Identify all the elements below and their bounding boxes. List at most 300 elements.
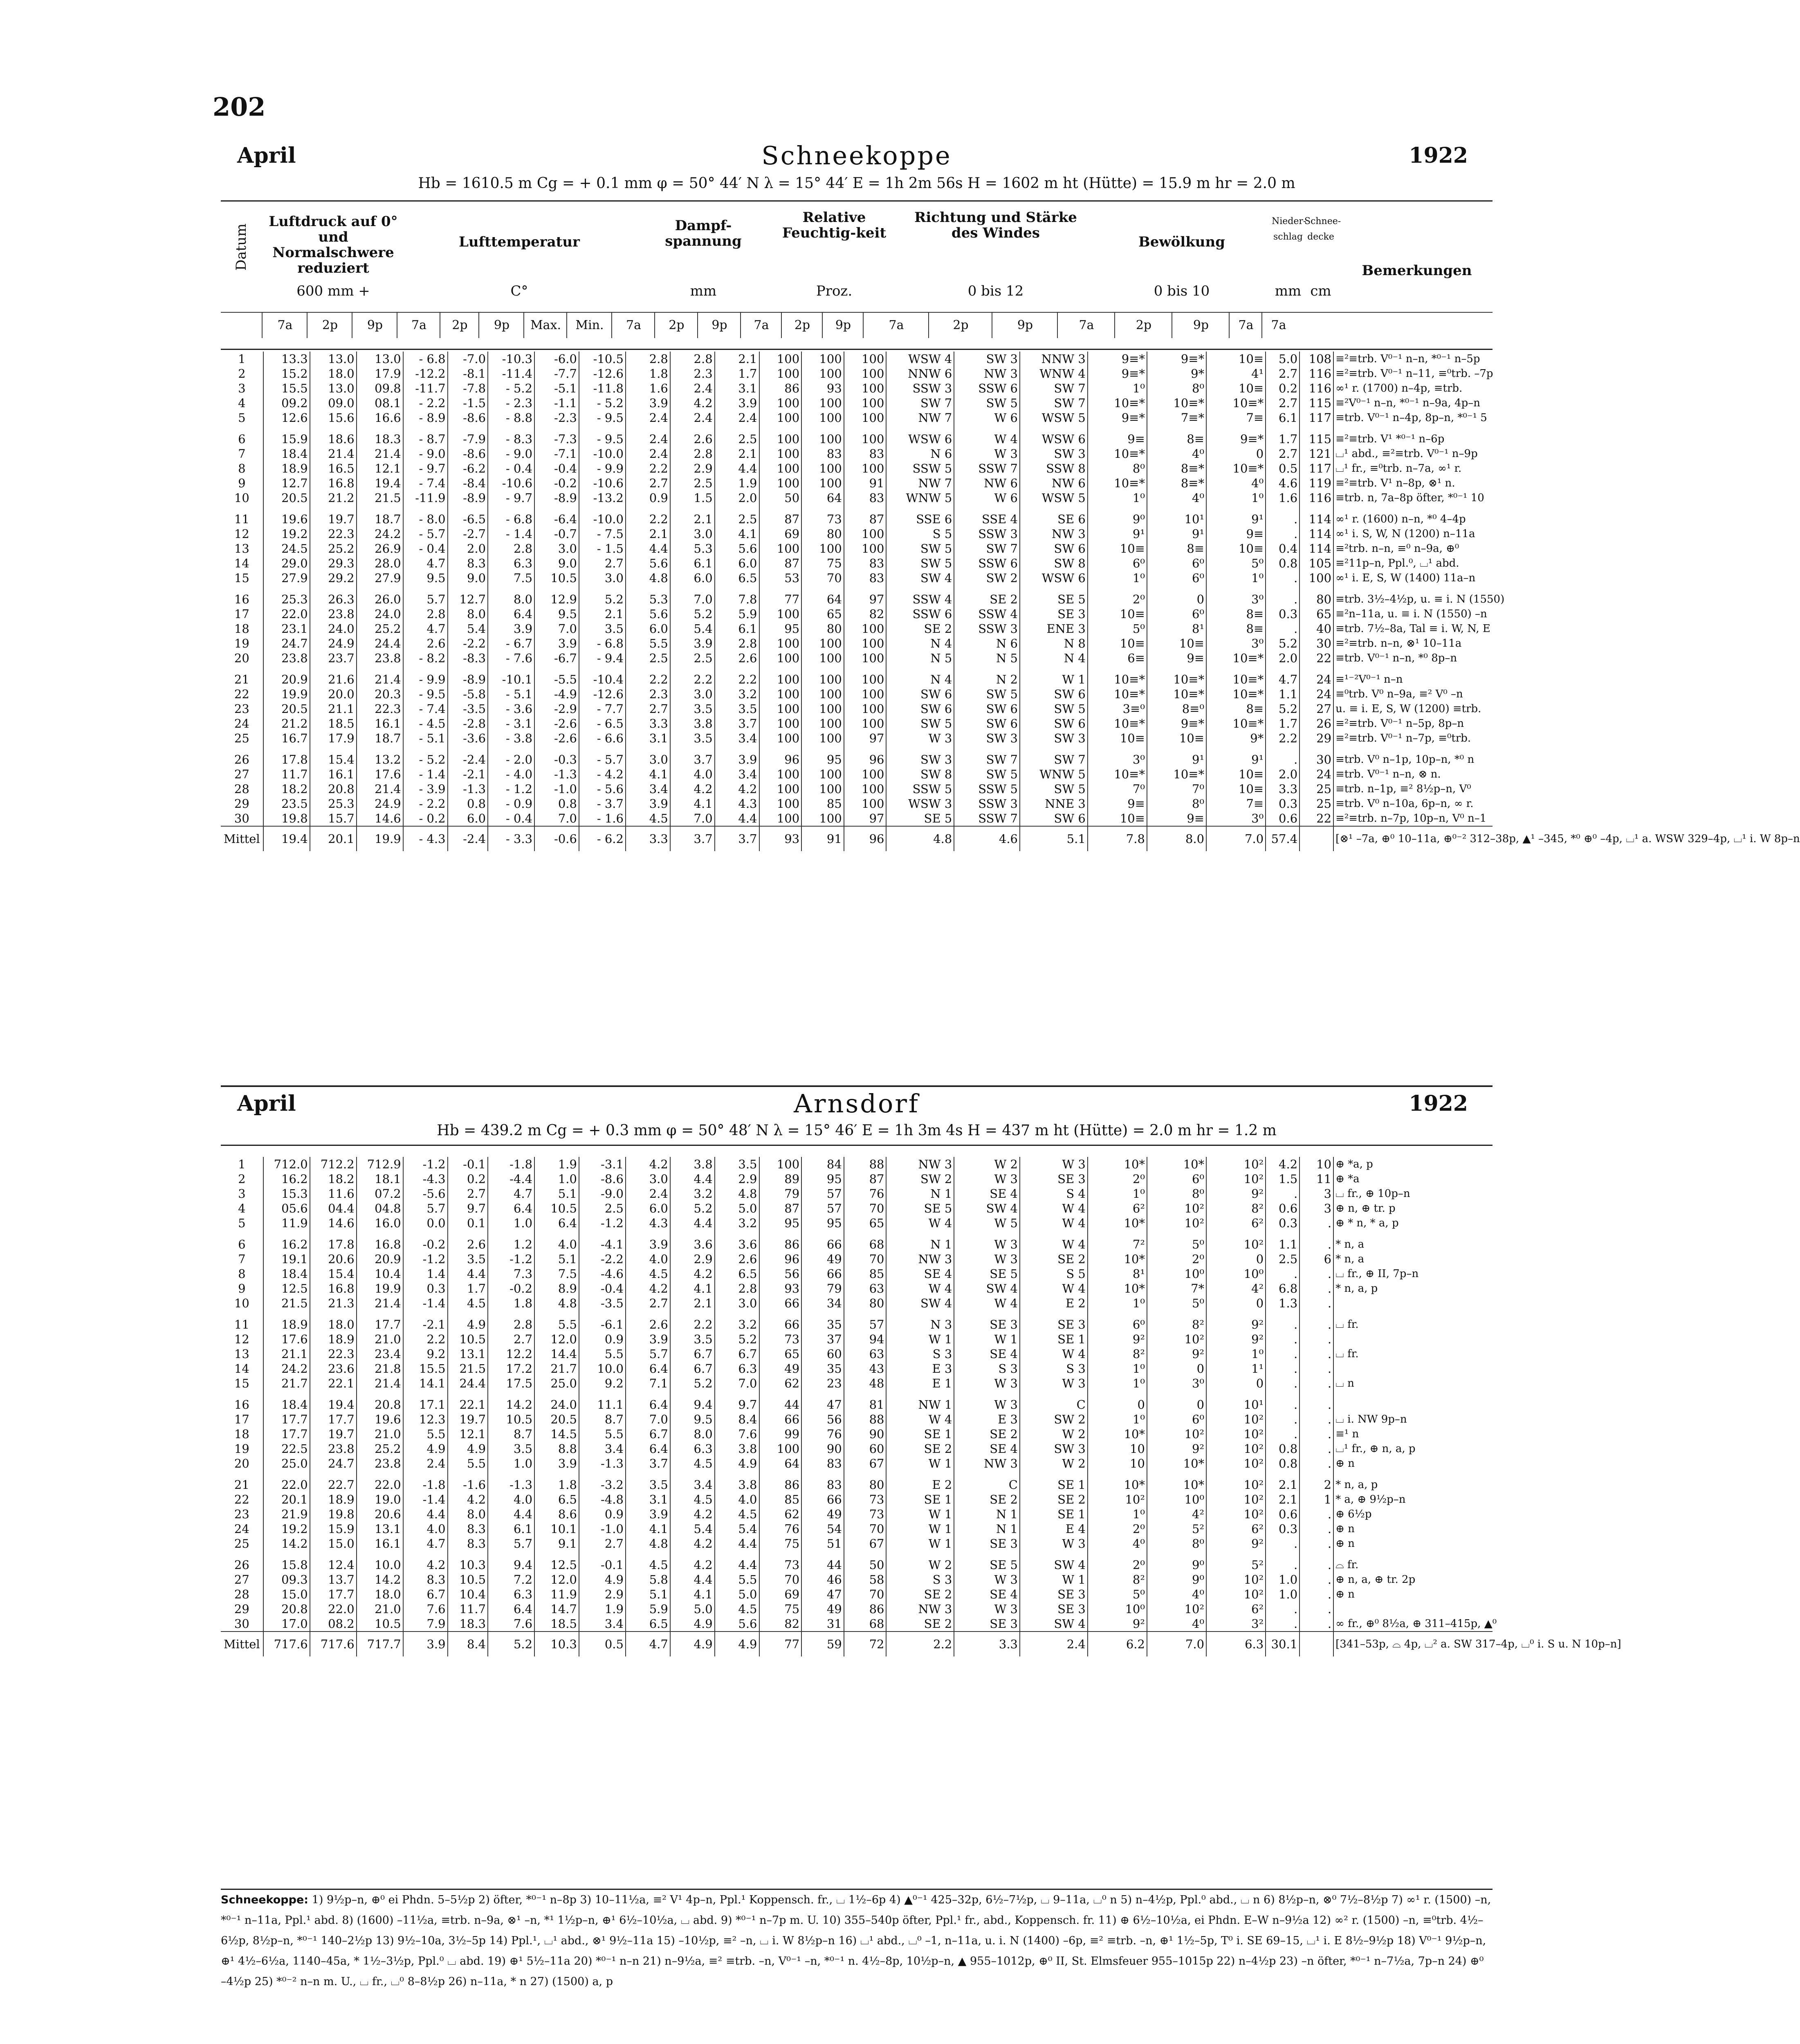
data-cell: C bbox=[1020, 1397, 1088, 1412]
data-cell: SE 3 bbox=[1020, 1587, 1088, 1602]
data-cell: 11 bbox=[1300, 1172, 1333, 1186]
data-cell: 14.2 bbox=[263, 1536, 310, 1551]
data-cell: N 4 bbox=[886, 672, 954, 687]
header-lufttemp: Lufttemperatur bbox=[459, 234, 580, 250]
data-cell: 26.9 bbox=[357, 541, 403, 556]
data-cell: 0 bbox=[1206, 1296, 1266, 1311]
data-cell: SW 5 bbox=[954, 767, 1020, 782]
data-cell: 24 bbox=[1300, 767, 1333, 782]
page-number: 202 bbox=[213, 92, 266, 122]
data-cell: 7.0 bbox=[670, 592, 715, 607]
subheader-cell: 9p bbox=[478, 313, 524, 338]
data-cell: 5.0 bbox=[1266, 352, 1300, 366]
data-cell: SE 3 bbox=[1020, 1602, 1088, 1616]
data-cell: SW 5 bbox=[1020, 702, 1088, 716]
data-cell: 84 bbox=[801, 1157, 844, 1172]
data-cell: E 4 bbox=[1020, 1522, 1088, 1536]
data-cell: 22.1 bbox=[310, 1376, 357, 1391]
data-cell: 6.4 bbox=[626, 1361, 670, 1376]
data-cell: NW 3 bbox=[954, 366, 1020, 381]
data-cell: 90 bbox=[801, 1441, 844, 1456]
data-cell: 5.4 bbox=[448, 621, 488, 636]
data-cell: 8.7 bbox=[579, 1412, 626, 1427]
data-cell: W 1 bbox=[1020, 1572, 1088, 1587]
data-cell: 83 bbox=[844, 491, 887, 505]
data-cell: 10.5 bbox=[534, 571, 579, 585]
data-cell: NW 3 bbox=[886, 1252, 954, 1266]
day-cell: 7 bbox=[238, 1252, 246, 1266]
data-cell: 68 bbox=[844, 1616, 887, 1632]
data-cell: 100 bbox=[759, 716, 802, 731]
data-cell: 3.4 bbox=[715, 767, 759, 782]
data-cell: 1⁰ bbox=[1088, 491, 1147, 505]
table-row bbox=[221, 1201, 1493, 1216]
data-cell: 0 bbox=[1206, 446, 1266, 461]
data-cell: 100 bbox=[844, 782, 887, 796]
data-cell: 0 bbox=[1206, 1376, 1266, 1391]
data-cell: 22.0 bbox=[263, 1477, 310, 1492]
data-cell: 3.5 bbox=[579, 621, 626, 636]
data-cell: S 4 bbox=[1020, 1186, 1088, 1201]
footnotes bbox=[221, 1889, 1493, 1992]
data-cell: 6.0 bbox=[626, 621, 670, 636]
data-cell: 08.2 bbox=[310, 1616, 357, 1632]
data-cell: -8.9 bbox=[448, 491, 488, 505]
data-cell: -4.1 bbox=[579, 1237, 626, 1252]
data-cell: 1.7 bbox=[1266, 716, 1300, 731]
mean-cell: 3.7 bbox=[670, 826, 715, 851]
data-cell: 5.6 bbox=[715, 541, 759, 556]
data-cell: 9≡* bbox=[1088, 366, 1147, 381]
data-cell: SW 3 bbox=[954, 731, 1020, 746]
remarks-cell: ∞ fr., ⊕⁰ 8½a, ⊕ 311–415p, ▲⁰ bbox=[1333, 1616, 1493, 1632]
remarks-cell: ⌴¹ fr., ≡⁰trb. n–7a, ∞¹ r. bbox=[1333, 461, 1493, 476]
data-cell: - 8.2 bbox=[403, 651, 448, 666]
data-cell: -8.1 bbox=[448, 366, 488, 381]
data-cell: 6² bbox=[1206, 1522, 1266, 1536]
data-cell: WNW 4 bbox=[1020, 366, 1088, 381]
data-cell: 1.0 bbox=[488, 1216, 534, 1230]
data-cell: 4.9 bbox=[403, 1441, 448, 1456]
data-cell: 4.7 bbox=[403, 621, 448, 636]
data-cell: 2.5 bbox=[715, 512, 759, 527]
data-cell: SW 6 bbox=[886, 687, 954, 702]
arnsdorf-station: Arnsdorf bbox=[794, 1089, 920, 1118]
data-cell: 2.2 bbox=[403, 1332, 448, 1347]
remarks-cell: ⊕ * n, * a, p bbox=[1333, 1216, 1493, 1230]
data-cell: -4.3 bbox=[403, 1172, 448, 1186]
data-cell: - 4.2 bbox=[579, 767, 626, 782]
data-cell: 5.7 bbox=[403, 592, 448, 607]
data-cell: 100 bbox=[801, 366, 844, 381]
data-cell: 5.7 bbox=[488, 1536, 534, 1551]
day-cell: 3 bbox=[238, 1187, 246, 1201]
data-cell: 10² bbox=[1206, 1587, 1266, 1602]
data-cell: 2.2 bbox=[626, 461, 670, 476]
data-cell: -1.3 bbox=[534, 767, 579, 782]
data-cell: 6.1 bbox=[1266, 410, 1300, 425]
data-cell: 67 bbox=[844, 1456, 887, 1471]
data-cell: NW 7 bbox=[886, 476, 954, 491]
data-cell: 0.8 bbox=[1266, 1441, 1300, 1456]
data-cell: 17.9 bbox=[310, 731, 357, 746]
data-cell: 4.4 bbox=[715, 1558, 759, 1572]
data-cell: 12.1 bbox=[357, 461, 403, 476]
data-cell: 4.4 bbox=[715, 811, 759, 826]
data-cell: 69 bbox=[759, 527, 802, 541]
data-cell: 76 bbox=[801, 1427, 844, 1441]
data-cell: 10² bbox=[1206, 1507, 1266, 1522]
data-cell: 115 bbox=[1300, 432, 1333, 446]
data-cell: 93 bbox=[759, 1281, 802, 1296]
data-cell: SW 6 bbox=[1020, 541, 1088, 556]
data-cell: 2.2 bbox=[670, 1317, 715, 1332]
data-cell: W 4 bbox=[954, 432, 1020, 446]
mean-cell: 7.8 bbox=[1088, 826, 1147, 851]
data-cell: SW 6 bbox=[954, 716, 1020, 731]
data-cell: 2⁰ bbox=[1088, 592, 1147, 607]
data-cell: 30 bbox=[1300, 636, 1333, 651]
data-cell: 100 bbox=[844, 352, 887, 366]
data-cell: 75 bbox=[759, 1602, 802, 1616]
data-cell: 56 bbox=[759, 1266, 802, 1281]
data-cell: -1.1 bbox=[534, 396, 579, 410]
data-cell: -6.1 bbox=[579, 1317, 626, 1332]
data-cell: 6.7 bbox=[670, 1361, 715, 1376]
data-cell: 100 bbox=[801, 636, 844, 651]
data-cell: 1.7 bbox=[448, 1281, 488, 1296]
group-gap bbox=[221, 505, 1493, 512]
data-cell: 3.2 bbox=[715, 687, 759, 702]
data-cell: 21.5 bbox=[448, 1361, 488, 1376]
data-cell: SE 5 bbox=[886, 811, 954, 826]
data-cell: 23.5 bbox=[263, 796, 310, 811]
data-cell: 15.0 bbox=[263, 1587, 310, 1602]
data-cell: 5.6 bbox=[626, 556, 670, 571]
data-cell: 4.0 bbox=[670, 767, 715, 782]
data-cell: S 5 bbox=[1020, 1266, 1088, 1281]
arnsdorf-table bbox=[221, 1157, 1621, 1656]
mean-row bbox=[221, 1632, 1493, 1656]
data-cell: SW 7 bbox=[954, 752, 1020, 767]
data-cell: 27 bbox=[1300, 702, 1333, 716]
data-cell: 5.4 bbox=[670, 621, 715, 636]
day-cell: 11 bbox=[234, 512, 249, 526]
data-cell: N 5 bbox=[886, 651, 954, 666]
remarks-cell: ⌴¹ abd., ≡²≡trb. V⁰⁻¹ n–9p bbox=[1333, 446, 1493, 461]
data-cell: 10² bbox=[1206, 1172, 1266, 1186]
data-cell: SSW 5 bbox=[886, 782, 954, 796]
data-cell: 5⁰ bbox=[1147, 1296, 1206, 1311]
data-cell: 8≡ bbox=[1147, 432, 1206, 446]
table-row bbox=[221, 1602, 1493, 1616]
mean-cell: -2.4 bbox=[448, 826, 488, 851]
data-cell: . bbox=[1266, 1558, 1300, 1572]
data-cell: -4.9 bbox=[534, 687, 579, 702]
data-cell: 100 bbox=[801, 716, 844, 731]
day-cell: 22 bbox=[234, 687, 249, 701]
table-row bbox=[221, 752, 1493, 767]
mean-cell: [341–53p, ⌓ 4p, ⌴² a. SW 317–4p, ⌴⁰ i. S u. N 10p–n] bbox=[1333, 1632, 1493, 1656]
data-cell: 12.9 bbox=[534, 592, 579, 607]
data-cell: 3.6 bbox=[715, 1237, 759, 1252]
table-row bbox=[221, 607, 1493, 621]
data-cell: 44 bbox=[759, 1397, 802, 1412]
data-cell: SE 3 bbox=[954, 1317, 1020, 1332]
subheader-cell: 7a bbox=[397, 313, 440, 338]
data-cell: W 4 bbox=[886, 1281, 954, 1296]
data-cell: S 3 bbox=[886, 1347, 954, 1361]
data-cell: 4.7 bbox=[403, 556, 448, 571]
data-cell: 0.8 bbox=[1266, 556, 1300, 571]
subheader-cell: 2p bbox=[654, 313, 698, 338]
data-cell: 3.9 bbox=[534, 636, 579, 651]
data-cell: NW 6 bbox=[1020, 476, 1088, 491]
data-cell: 1.4 bbox=[403, 1266, 448, 1281]
data-cell: SE 3 bbox=[954, 1536, 1020, 1551]
data-cell: 25 bbox=[1300, 796, 1333, 811]
data-cell: 10.5 bbox=[448, 1572, 488, 1587]
data-cell: 10≡* bbox=[1206, 687, 1266, 702]
data-cell: 10≡* bbox=[1088, 672, 1147, 687]
data-cell: SE 5 bbox=[954, 1558, 1020, 1572]
remarks-cell: ≡⁰trb. V⁰ n–9a, ≡² V⁰ –n bbox=[1333, 687, 1493, 702]
data-cell: W 3 bbox=[1020, 1536, 1088, 1551]
data-cell: 63 bbox=[844, 1281, 887, 1296]
data-cell: SSW 7 bbox=[954, 461, 1020, 476]
data-cell: 15.4 bbox=[310, 1266, 357, 1281]
data-cell: 6.3 bbox=[670, 1441, 715, 1456]
data-cell: 0.2 bbox=[448, 1172, 488, 1186]
data-cell: 4² bbox=[1147, 1507, 1206, 1522]
data-cell: 2.1 bbox=[1266, 1477, 1300, 1492]
header-feucht-unit: Proz. bbox=[816, 283, 853, 299]
remarks-cell: ≡²≡trb. V¹ *⁰⁻¹ n–6p bbox=[1333, 432, 1493, 446]
data-cell: 100 bbox=[844, 432, 887, 446]
data-cell: 10* bbox=[1088, 1252, 1147, 1266]
data-cell: 09.0 bbox=[310, 396, 357, 410]
data-cell: 4.5 bbox=[670, 1456, 715, 1471]
mean-cell: 7.0 bbox=[1147, 1632, 1206, 1656]
data-cell: -5.5 bbox=[534, 672, 579, 687]
data-cell: 6.5 bbox=[534, 1492, 579, 1507]
data-cell: 4¹ bbox=[1206, 366, 1266, 381]
data-cell: 86 bbox=[844, 1602, 887, 1616]
data-cell: 10≡* bbox=[1147, 687, 1206, 702]
table-row bbox=[221, 512, 1493, 527]
day-cell: 3 bbox=[238, 381, 246, 395]
data-cell: 18.2 bbox=[263, 782, 310, 796]
data-cell: 100 bbox=[801, 541, 844, 556]
data-cell: 2.5 bbox=[715, 432, 759, 446]
data-cell: SW 3 bbox=[886, 752, 954, 767]
data-cell: 73 bbox=[844, 1492, 887, 1507]
data-cell: 10² bbox=[1147, 1201, 1206, 1216]
remarks-cell: ∞¹ r. (1600) n–n, *⁰ 4–4p bbox=[1333, 512, 1493, 527]
data-cell: 9² bbox=[1088, 1616, 1147, 1632]
data-cell: 60 bbox=[844, 1441, 887, 1456]
data-cell: W 4 bbox=[954, 1296, 1020, 1311]
data-cell: 2.8 bbox=[670, 446, 715, 461]
data-cell: 100 bbox=[801, 432, 844, 446]
day-cell: 13 bbox=[234, 542, 249, 556]
data-cell: W 1 bbox=[1020, 672, 1088, 687]
data-cell: W 6 bbox=[954, 410, 1020, 425]
data-cell: 114 bbox=[1300, 512, 1333, 527]
table-row bbox=[221, 1186, 1493, 1201]
table-row bbox=[221, 1332, 1493, 1347]
data-cell: 10.5 bbox=[448, 1332, 488, 1347]
data-cell: 1⁰ bbox=[1206, 491, 1266, 505]
data-cell: . bbox=[1266, 1602, 1300, 1616]
day-cell: 19 bbox=[234, 637, 249, 650]
data-cell: 16.7 bbox=[263, 731, 310, 746]
data-cell: 100 bbox=[759, 1441, 802, 1456]
day-cell: 18 bbox=[234, 1427, 249, 1441]
data-cell: -10.0 bbox=[579, 446, 626, 461]
mean-row bbox=[221, 826, 1493, 851]
data-cell: 15.4 bbox=[310, 752, 357, 767]
remarks-cell: * n, a bbox=[1333, 1252, 1493, 1266]
data-cell: -7.8 bbox=[448, 381, 488, 396]
data-cell: 14.4 bbox=[534, 1347, 579, 1361]
data-cell: 2.8 bbox=[488, 541, 534, 556]
data-cell: - 9.0 bbox=[403, 446, 448, 461]
table-row bbox=[221, 687, 1493, 702]
table-row bbox=[221, 716, 1493, 731]
data-cell: 25 bbox=[1300, 782, 1333, 796]
data-cell: SSW 6 bbox=[886, 607, 954, 621]
day-cell: 13 bbox=[234, 1347, 249, 1361]
data-cell: . bbox=[1266, 527, 1300, 541]
data-cell: 3.1 bbox=[715, 381, 759, 396]
data-cell: 66 bbox=[801, 1237, 844, 1252]
data-cell: SW 5 bbox=[954, 687, 1020, 702]
data-cell: 0 bbox=[1088, 1397, 1147, 1412]
data-cell: WSW 5 bbox=[1020, 491, 1088, 505]
data-cell: 22.3 bbox=[310, 527, 357, 541]
data-cell: 100 bbox=[759, 731, 802, 746]
data-cell: W 3 bbox=[954, 1376, 1020, 1391]
day-cell: 7 bbox=[238, 447, 246, 461]
remarks-cell: ⌴ n bbox=[1333, 1376, 1493, 1391]
data-cell: 10≡ bbox=[1088, 541, 1147, 556]
data-cell: 23.8 bbox=[357, 1456, 403, 1471]
remarks-cell bbox=[1333, 1361, 1493, 1376]
data-cell: . bbox=[1266, 1412, 1300, 1427]
data-cell: 1⁰ bbox=[1088, 381, 1147, 396]
data-cell: 1⁰ bbox=[1088, 1507, 1147, 1522]
mean-cell: 717.7 bbox=[357, 1632, 403, 1656]
data-cell: 4.2 bbox=[448, 1492, 488, 1507]
remarks-cell: ≡²11p–n, Ppl.⁰, ⌴¹ abd. bbox=[1333, 556, 1493, 571]
data-cell: 10* bbox=[1088, 1216, 1147, 1230]
data-cell: 3.8 bbox=[715, 1477, 759, 1492]
data-cell: 10≡* bbox=[1088, 687, 1147, 702]
data-cell: 5.2 bbox=[1266, 702, 1300, 716]
data-cell: 8⁰ bbox=[1147, 381, 1206, 396]
data-cell: WNW 5 bbox=[886, 491, 954, 505]
subheader-cell: 7a bbox=[1229, 313, 1262, 338]
data-cell: 10* bbox=[1147, 1157, 1206, 1172]
day-cell: 10 bbox=[234, 1296, 249, 1310]
data-cell: 0.3 bbox=[403, 1281, 448, 1296]
data-cell: 2.8 bbox=[626, 352, 670, 366]
data-cell: 8.8 bbox=[534, 1441, 579, 1456]
mean-cell: 93 bbox=[759, 826, 802, 851]
data-cell: 3.2 bbox=[670, 1186, 715, 1201]
table-row bbox=[221, 366, 1493, 381]
data-cell: W 3 bbox=[1020, 1376, 1088, 1391]
data-cell: 6⁰ bbox=[1088, 1317, 1147, 1332]
data-cell: 10≡* bbox=[1206, 651, 1266, 666]
data-cell: SSW 3 bbox=[954, 796, 1020, 811]
data-cell: 8.0 bbox=[448, 1507, 488, 1522]
data-cell: -4.6 bbox=[579, 1266, 626, 1281]
data-cell: 91 bbox=[844, 476, 887, 491]
mean-cell: 91 bbox=[801, 826, 844, 851]
data-cell: 24.0 bbox=[310, 621, 357, 636]
header-schnee-unit: cm bbox=[1310, 283, 1331, 299]
data-cell: 8.3 bbox=[448, 1522, 488, 1536]
data-cell: SE 5 bbox=[886, 1201, 954, 1216]
data-cell: 4.9 bbox=[579, 1572, 626, 1587]
data-cell: 64 bbox=[801, 592, 844, 607]
data-cell: 34 bbox=[801, 1296, 844, 1311]
remarks-cell: ⌴ fr., ⊕ II, 7p–n bbox=[1333, 1266, 1493, 1281]
subheader-cell: 9p bbox=[697, 313, 741, 338]
data-cell: SSW 3 bbox=[954, 527, 1020, 541]
data-cell: -2.4 bbox=[448, 752, 488, 767]
data-cell: 66 bbox=[801, 1492, 844, 1507]
data-cell: . bbox=[1300, 1456, 1333, 1471]
data-cell: 5.5 bbox=[715, 1572, 759, 1587]
day-cell: 27 bbox=[234, 1573, 249, 1587]
data-cell: 14.5 bbox=[534, 1427, 579, 1441]
data-cell: 8⁰ bbox=[1147, 1186, 1206, 1201]
data-cell: W 1 bbox=[886, 1522, 954, 1536]
data-cell: 10≡ bbox=[1206, 782, 1266, 796]
subheader-cell: 7a bbox=[611, 313, 655, 338]
data-cell: 19.4 bbox=[357, 476, 403, 491]
data-cell: NW 3 bbox=[1020, 527, 1088, 541]
data-cell: 8.3 bbox=[403, 1572, 448, 1587]
data-cell: 7.0 bbox=[715, 1376, 759, 1391]
data-cell: 6² bbox=[1206, 1602, 1266, 1616]
data-cell: -0.7 bbox=[534, 527, 579, 541]
day-cell: 21 bbox=[234, 672, 249, 686]
data-cell: - 9.5 bbox=[579, 432, 626, 446]
day-cell: 14 bbox=[234, 556, 249, 570]
data-cell: 0.6 bbox=[1266, 1507, 1300, 1522]
data-cell: . bbox=[1300, 1376, 1333, 1391]
data-cell: 5.0 bbox=[715, 1587, 759, 1602]
header-datum: Datum bbox=[233, 223, 249, 271]
data-cell: 76 bbox=[759, 1522, 802, 1536]
data-cell: SW 2 bbox=[886, 1172, 954, 1186]
data-cell: 1.0 bbox=[1266, 1572, 1300, 1587]
data-cell: SW 5 bbox=[954, 396, 1020, 410]
data-cell: 4⁰ bbox=[1206, 476, 1266, 491]
data-cell: 95 bbox=[801, 752, 844, 767]
remarks-cell: u. ≡ i. E, S, W (1200) ≡trb. bbox=[1333, 702, 1493, 716]
schneekoppe-month: April bbox=[237, 143, 296, 168]
data-cell: E 2 bbox=[1020, 1296, 1088, 1311]
table-row bbox=[221, 672, 1493, 687]
data-cell: 23.8 bbox=[263, 651, 310, 666]
data-cell: -1.2 bbox=[403, 1157, 448, 1172]
table-row bbox=[221, 1572, 1493, 1587]
